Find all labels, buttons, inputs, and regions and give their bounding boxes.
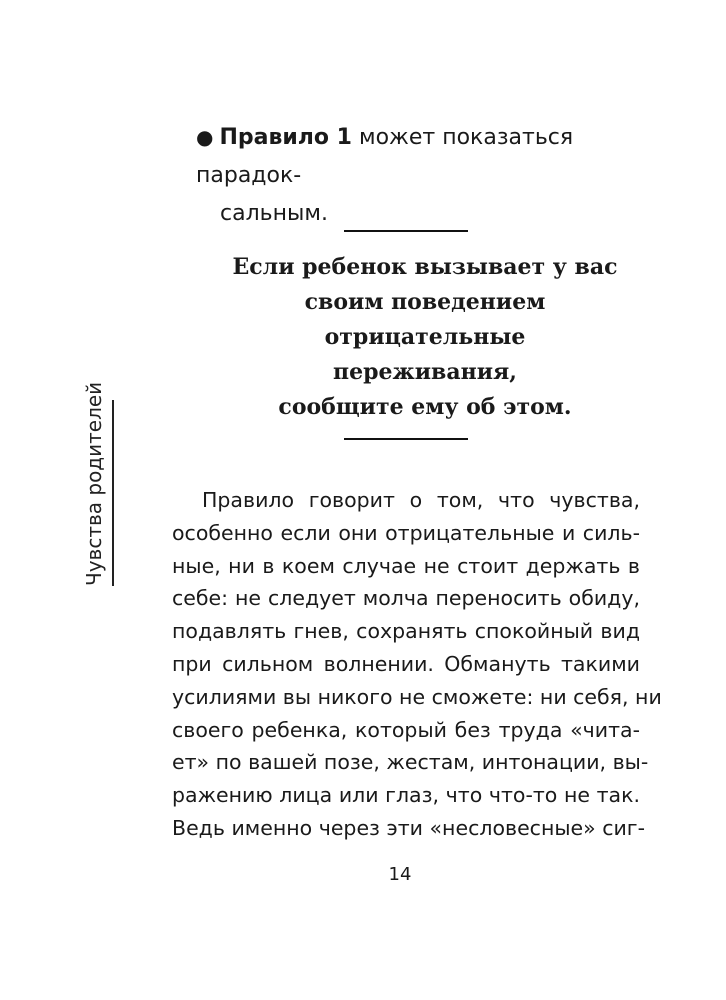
- paragraph-line: ные, ни в коем случае не стоит держать в: [172, 553, 640, 578]
- paragraph-line: усилиями вы никого не сможете: ни себя, ни: [172, 684, 662, 709]
- rule-text-continuation: сальным.: [220, 201, 328, 226]
- rule-label: Правило 1: [219, 125, 352, 150]
- callout-line: Если ребенок вызывает у вас: [232, 254, 618, 280]
- rule-text: может показаться парадок-: [196, 125, 574, 188]
- paragraph-line: своего ребенка, который без труда «чита-: [172, 717, 640, 742]
- body-paragraph: [172, 484, 662, 845]
- page-number: 14: [388, 864, 412, 885]
- callout-top-rule: [344, 230, 468, 232]
- callout-line: сообщите ему об этом.: [278, 394, 572, 420]
- callout-line: переживания,: [333, 359, 517, 385]
- paragraph-line: Правило говорит о том, что чувства,: [202, 488, 640, 512]
- paragraph-line: при сильном волнении. Обмануть такими: [172, 651, 640, 676]
- paragraph-line: особенно если они отрицательные и силь-: [172, 520, 640, 545]
- paragraph-line: Ведь именно через эти «несловесные» сиг-: [172, 815, 645, 840]
- callout-bottom-rule: [344, 438, 468, 440]
- rule-callout: [200, 250, 650, 425]
- paragraph-line: подавлять гнев, сохранять спокойный вид: [172, 619, 640, 644]
- paragraph-line: ет» по вашей позе, жестам, интонации, вы-: [172, 750, 649, 775]
- running-section-title: Чувства родителей: [76, 400, 114, 586]
- paragraph-line: себе: не следует молча переносить обиду,: [172, 586, 640, 611]
- callout-line: своим поведением: [304, 289, 546, 315]
- callout-line: отрицательные: [324, 324, 526, 350]
- bullet-dot-icon: ●: [196, 125, 214, 149]
- rule-bullet: [196, 118, 646, 233]
- paragraph-line: ражению лица или глаз, что что-то не так.: [172, 783, 640, 808]
